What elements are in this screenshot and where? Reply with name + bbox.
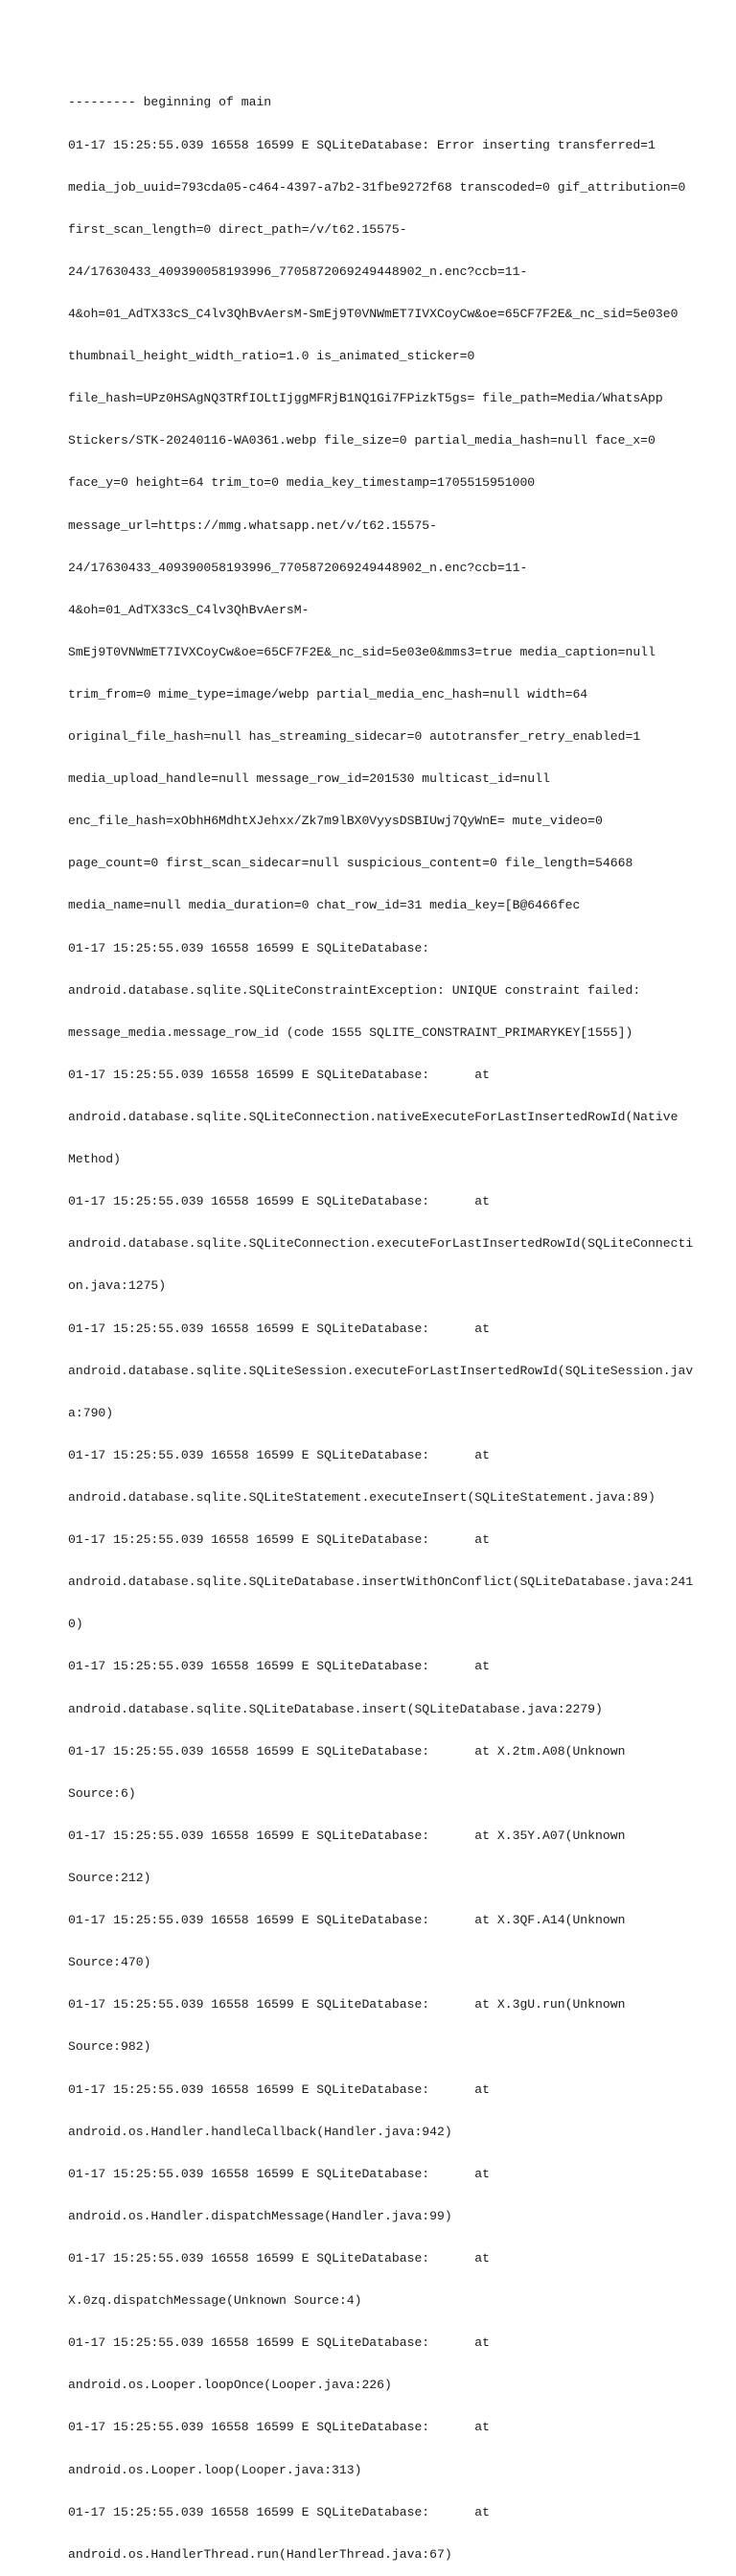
log-line: Source:6) (68, 1785, 136, 1801)
log-line: 01-17 15:25:55.039 16558 16599 E SQLiteDatabase: at (68, 1532, 491, 1548)
log-line: android.os.Handler.dispatchMessage(Handler.java:99) (68, 2208, 452, 2223)
log-line: 01-17 15:25:55.039 16558 16599 E SQLiteDatabase: at (68, 1067, 491, 1082)
log-line: first_scan_length=0 direct_path=/v/t62.15575- (68, 221, 407, 237)
log-line: Method) (68, 1152, 122, 1167)
log-line: message_media.message_row_id (code 1555 SQLITE_CONSTRAINT_PRIMARYKEY[1555]) (68, 1024, 633, 1040)
log-line: on.java:1275) (68, 1278, 167, 1294)
log-line: android.database.sqlite.SQLiteConnection.executeForLastInsertedRowId(SQLiteConnecti (68, 1236, 694, 1252)
log-line: face_y=0 height=64 trim_to=0 media_key_timestamp=1705515951000 (68, 475, 536, 491)
log-line: 01-17 15:25:55.039 16558 16599 E SQLiteDatabase: at (68, 2504, 491, 2519)
log-line: android.database.sqlite.SQLiteSession.executeForLastInsertedRowId(SQLiteSession.jav (68, 1363, 694, 1378)
log-line: 01-17 15:25:55.039 16558 16599 E SQLiteDatabase: at (68, 2082, 491, 2097)
log-line: android.database.sqlite.SQLiteDatabase.insert(SQLiteDatabase.java:2279) (68, 1701, 603, 1716)
log-line: original_file_hash=null has_streaming_sidecar=0 autotransfer_retry_enabled=1 (68, 729, 641, 745)
log-line: 01-17 15:25:55.039 16558 16599 E SQLiteDatabase: at (68, 1321, 491, 1336)
log-line: Source:470) (68, 1955, 151, 1970)
log-line: 0) (68, 1617, 83, 1632)
log-line: Stickers/STK-20240116-WA0361.webp file_size=0 partial_media_hash=null face_x=0 (68, 433, 656, 448)
log-line: 01-17 15:25:55.039 16558 16599 E SQLiteDatabase: at X.2tm.A08(Unknown (68, 1743, 626, 1759)
log-line: android.database.sqlite.SQLiteConnection.nativeExecuteForLastInsertedRowId(Native (68, 1110, 678, 1125)
log-line: 01-17 15:25:55.039 16558 16599 E SQLiteDatabase: Error inserting transferred=1 (68, 137, 656, 152)
log-line: message_url=https://mmg.whatsapp.net/v/t62.15575- (68, 518, 438, 533)
log-line: 01-17 15:25:55.039 16558 16599 E SQLiteDatabase: (68, 940, 430, 955)
log-line: 4&oh=01_AdTX33cS_C4lv3QhBvAersM- (68, 602, 310, 617)
log-line: thumbnail_height_width_ratio=1.0 is_animated_sticker=0 (68, 349, 475, 364)
log-line: 01-17 15:25:55.039 16558 16599 E SQLiteDatabase: at X.35Y.A07(Unknown (68, 1828, 626, 1843)
log-line: enc_file_hash=xObhH6MdhtXJehxx/Zk7m9lBX0VyysDSBIUwj7QyWnE= mute_video=0 (68, 814, 603, 829)
log-line: android.os.Looper.loop(Looper.java:313) (68, 2462, 362, 2477)
logcat-output (68, 68, 694, 2576)
log-line: android.os.Looper.loopOnce(Looper.java:226) (68, 2378, 392, 2393)
log-line: X.0zq.dispatchMessage(Unknown Source:4) (68, 2293, 362, 2309)
log-line: 4&oh=01_AdTX33cS_C4lv3QhBvAersM-SmEj9T0VNWmET7IVXCoyCw&oe=65CF7F2E&_nc_sid=5e03e0 (68, 306, 678, 321)
log-line: media_name=null media_duration=0 chat_row_id=31 media_key=[B@6466fec (68, 898, 581, 913)
log-line: 01-17 15:25:55.039 16558 16599 E SQLiteDatabase: at X.3gU.run(Unknown (68, 1997, 626, 2012)
log-line: a:790) (68, 1405, 114, 1420)
log-line: android.database.sqlite.SQLiteConstraintException: UNIQUE constraint failed: (68, 982, 641, 998)
log-line: --------- beginning of main (68, 95, 272, 110)
log-line: android.os.HandlerThread.run(HandlerThread.java:67) (68, 2546, 452, 2562)
log-line: 01-17 15:25:55.039 16558 16599 E SQLiteDatabase: at (68, 1447, 491, 1462)
log-line: 01-17 15:25:55.039 16558 16599 E SQLiteDatabase: at (68, 2250, 491, 2266)
log-line: file_hash=UPz0HSAgNQ3TRfIOLtIjggMFRjB1NQ1Gi7FPizkT5gs= file_path=Media/WhatsApp (68, 391, 663, 406)
log-line: android.os.Handler.handleCallback(Handler.java:942) (68, 2124, 452, 2139)
log-line: trim_from=0 mime_type=image/webp partial_media_enc_hash=null width=64 (68, 686, 588, 702)
log-line: 01-17 15:25:55.039 16558 16599 E SQLiteDatabase: at (68, 2420, 491, 2435)
log-line: android.database.sqlite.SQLiteStatement.executeInsert(SQLiteStatement.java:89) (68, 1490, 656, 1506)
log-line: 01-17 15:25:55.039 16558 16599 E SQLiteDatabase: at (68, 2166, 491, 2181)
log-line: 01-17 15:25:55.039 16558 16599 E SQLiteDatabase: at (68, 1194, 491, 1209)
log-line: Source:212) (68, 1871, 151, 1885)
log-line: media_job_uuid=793cda05-c464-4397-a7b2-31fbe9272f68 transcoded=0 gif_attribution=0 (68, 179, 686, 195)
log-line: 01-17 15:25:55.039 16558 16599 E SQLiteDatabase: at (68, 1659, 491, 1674)
log-line: 24/17630433_409390058193996_7705872069249448902_n.enc?ccb=11- (68, 264, 528, 279)
log-line: SmEj9T0VNWmET7IVXCoyCw&oe=65CF7F2E&_nc_sid=5e03e0&mms3=true media_caption=null (68, 644, 656, 659)
log-line: 24/17630433_409390058193996_7705872069249448902_n.enc?ccb=11- (68, 560, 528, 575)
log-line: media_upload_handle=null message_row_id=201530 multicast_id=null (68, 771, 550, 787)
log-line: 01-17 15:25:55.039 16558 16599 E SQLiteDatabase: at X.3QF.A14(Unknown (68, 1913, 626, 1928)
log-line: android.database.sqlite.SQLiteDatabase.insertWithOnConflict(SQLiteDatabase.java:241 (68, 1575, 694, 1590)
log-line: page_count=0 first_scan_sidecar=null suspicious_content=0 file_length=54668 (68, 856, 633, 871)
log-line: Source:982) (68, 2039, 151, 2055)
log-line: 01-17 15:25:55.039 16558 16599 E SQLiteDatabase: at (68, 2335, 491, 2351)
